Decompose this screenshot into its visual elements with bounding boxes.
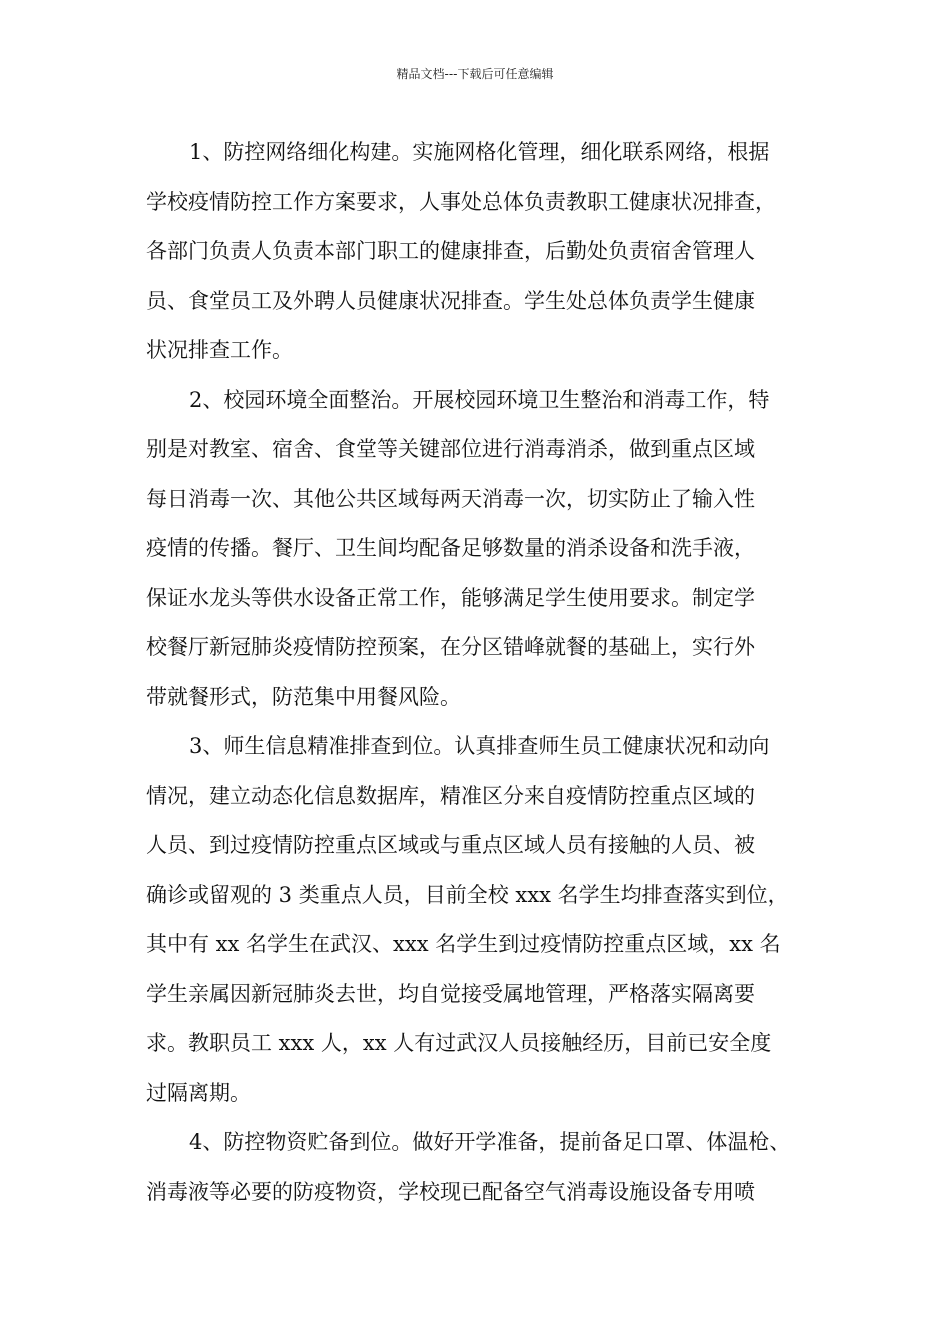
paragraph-4-line-1: 4、防控物资贮备到位。做好开学准备，提前备足口罩、体温枪、 bbox=[189, 1130, 791, 1154]
page-header: 精品文档---下载后可任意编辑 bbox=[396, 67, 554, 81]
paragraph-1-line-5: 状况排查工作。 bbox=[146, 338, 293, 362]
paragraph-1-line-1: 1、防控网络细化构建。实施网格化管理，细化联系网络，根据 bbox=[189, 140, 770, 164]
paragraph-3-line-6: 学生亲属因新冠肺炎去世，均自觉接受属地管理，严格落实隔离要 bbox=[146, 982, 755, 1006]
paragraph-2-line-4: 疫情的传播。餐厅、卫生间均配备足够数量的消杀设备和洗手液， bbox=[146, 536, 755, 560]
paragraph-2-line-7: 带就餐形式，防范集中用餐风险。 bbox=[146, 685, 461, 709]
paragraph-3-line-1: 3、师生信息精准排查到位。认真排查师生员工健康状况和动向 bbox=[189, 734, 770, 758]
paragraph-3-line-4: 确诊或留观的 3 类重点人员，目前全校 xxx 名学生均排查落实到位， bbox=[146, 883, 789, 907]
paragraph-3-line-3: 人员、到过疫情防控重点区域或与重点区域人员有接触的人员、被 bbox=[146, 833, 755, 857]
paragraph-2-line-5: 保证水龙头等供水设备正常工作，能够满足学生使用要求。制定学 bbox=[146, 586, 755, 610]
paragraph-1-line-3: 各部门负责人负责本部门职工的健康排查，后勤处负责宿舍管理人 bbox=[146, 239, 755, 263]
paragraph-2-line-1: 2、校园环境全面整治。开展校园环境卫生整治和消毒工作，特 bbox=[189, 388, 770, 412]
paragraph-3-line-2: 情况，建立动态化信息数据库，精准区分来自疫情防控重点区域的 bbox=[146, 784, 755, 808]
paragraph-2-line-3: 每日消毒一次、其他公共区域每两天消毒一次，切实防止了输入性 bbox=[146, 487, 755, 511]
paragraph-2-line-6: 校餐厅新冠肺炎疫情防控预案，在分区错峰就餐的基础上，实行外 bbox=[146, 635, 755, 659]
paragraph-4-line-2: 消毒液等必要的防疫物资，学校现已配备空气消毒设施设备专用喷 bbox=[146, 1180, 755, 1204]
paragraph-3-line-8: 过隔离期。 bbox=[146, 1081, 251, 1105]
paragraph-3-line-7: 求。教职员工 xxx 人，xx 人有过武汉人员接触经历，目前已安全度 bbox=[146, 1031, 772, 1055]
paragraph-1-line-4: 员、食堂员工及外聘人员健康状况排查。学生处总体负责学生健康 bbox=[146, 289, 755, 313]
paragraph-1-line-2: 学校疫情防控工作方案要求，人事处总体负责教职工健康状况排查， bbox=[146, 190, 776, 214]
paragraph-3-line-5: 其中有 xx 名学生在武汉、xxx 名学生到过疫情防控重点区域，xx 名 bbox=[146, 932, 781, 956]
paragraph-2-line-2: 别是对教室、宿舍、食堂等关键部位进行消毒消杀，做到重点区域 bbox=[146, 437, 755, 461]
